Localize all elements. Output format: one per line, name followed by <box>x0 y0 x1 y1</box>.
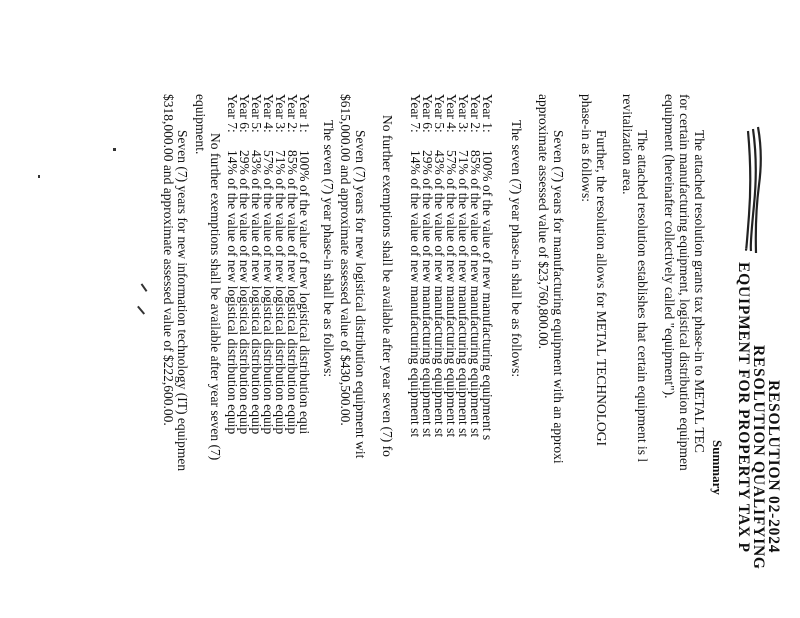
logistical-intro-line-1: Seven (7) years for new logistical distribution equipment wit <box>353 130 368 459</box>
log-year-label: Year 5: <box>249 94 264 133</box>
logistical-phase-heading: The seven (7) year phase-in shall be as follows: <box>321 120 336 378</box>
mfg-year-label: Year 7: <box>408 94 423 133</box>
mfg-year-label: Year 2: <box>468 94 483 133</box>
log-year-text: 14% of the value of new logistical distribution equip <box>225 150 240 435</box>
log-year-label: Year 2: <box>285 94 300 133</box>
resolution-title-line-2: EQUIPMENT FOR PROPERTY TAX P <box>735 262 752 553</box>
redaction-scribble <box>742 125 764 255</box>
logistical-no-further-line-2: equipment. <box>193 94 208 155</box>
log-year-label: Year 6: <box>237 94 252 133</box>
mfg-year-text: 71% of the value of new manufacturing equipment st <box>456 150 471 438</box>
scan-speck <box>141 283 147 291</box>
scan-speck <box>137 306 145 315</box>
log-year-text: 29% of the value of new logistical distribution equip <box>237 150 252 435</box>
mfg-year-text: 57% of the value of new manufacturing equipment st <box>444 150 459 438</box>
mfg-year-text: 85% of the value of new manufacturing equipment st <box>468 150 483 438</box>
resolution-number: RESOLUTION 02-2024 <box>765 380 782 554</box>
resolution-title: RESOLUTION QUALIFYING <box>750 345 767 570</box>
mfg-year-text: 43% of the value of new manufacturing equipment st <box>432 150 447 438</box>
manufacturing-intro-line-1: Seven (7) years for manufacturing equipment with an approxi <box>551 130 566 464</box>
manufacturing-phase-heading: The seven (7) year phase-in shall be as follows: <box>509 120 524 378</box>
log-year-text: 43% of the value of new logistical distribution equip <box>249 150 264 435</box>
summary-heading: Summary <box>710 440 725 495</box>
intro-line-3: equipment (hereinafter collectively called "equipment"). <box>662 94 677 399</box>
intro-line-1: The attached resolution grants tax phase-in to METAL TEC <box>692 130 707 453</box>
intro-line-2: for certain manufacturing equipment, logistical distribution equipmen <box>677 94 692 471</box>
log-year-text: 57% of the value of new logistical distribution equip <box>261 150 276 435</box>
mfg-year-text: 14% of the value of new manufacturing equipment st <box>408 150 423 438</box>
log-year-text: 100% of the value of new logistical distribution equi <box>297 150 312 435</box>
log-year-label: Year 7: <box>225 94 240 133</box>
mfg-year-label: Year 4: <box>444 94 459 133</box>
log-year-label: Year 1: <box>297 94 312 133</box>
mfg-year-text: 100% of the value of new manufacturing equipment s <box>480 150 495 441</box>
manufacturing-no-further: No further exemptions shall be available after year seven (7) fo <box>380 115 395 457</box>
log-year-label: Year 3: <box>273 94 288 133</box>
mfg-year-text: 29% of the value of new manufacturing equipment st <box>420 150 435 438</box>
mfg-year-label: Year 1: <box>480 94 495 133</box>
further-line-2: phase-in as follows: <box>579 94 594 202</box>
scan-speck <box>113 148 116 151</box>
scan-speck <box>38 175 40 178</box>
it-intro-line-1: Seven (7) years for new information technology (IT) equipmen <box>175 130 190 472</box>
area-line-2: revitalization area. <box>620 94 635 195</box>
logistical-no-further-line-1: No further exemptions shall be available after year seven (7) <box>208 133 223 461</box>
log-year-text: 85% of the value of new logistical distribution equip <box>285 150 300 435</box>
area-line-1: The attached resolution establishes that certain equipment is l <box>635 130 650 463</box>
log-year-text: 71% of the value of new logistical distribution equip <box>273 150 288 435</box>
manufacturing-intro-line-2: approximate assessed value of $23,760,800.00. <box>536 94 551 349</box>
it-intro-line-2: $318,000.00 and approximate assessed value of $222,600.00. <box>161 94 176 426</box>
logistical-intro-line-2: $615,000.00 and approximate assessed value of $430,500.00. <box>338 94 353 426</box>
log-year-label: Year 4: <box>261 94 276 133</box>
further-line-1: Further, the resolution allows for METAL TECHNOLOGI <box>594 130 609 446</box>
mfg-year-label: Year 3: <box>456 94 471 133</box>
mfg-year-label: Year 6: <box>420 94 435 133</box>
mfg-year-label: Year 5: <box>432 94 447 133</box>
